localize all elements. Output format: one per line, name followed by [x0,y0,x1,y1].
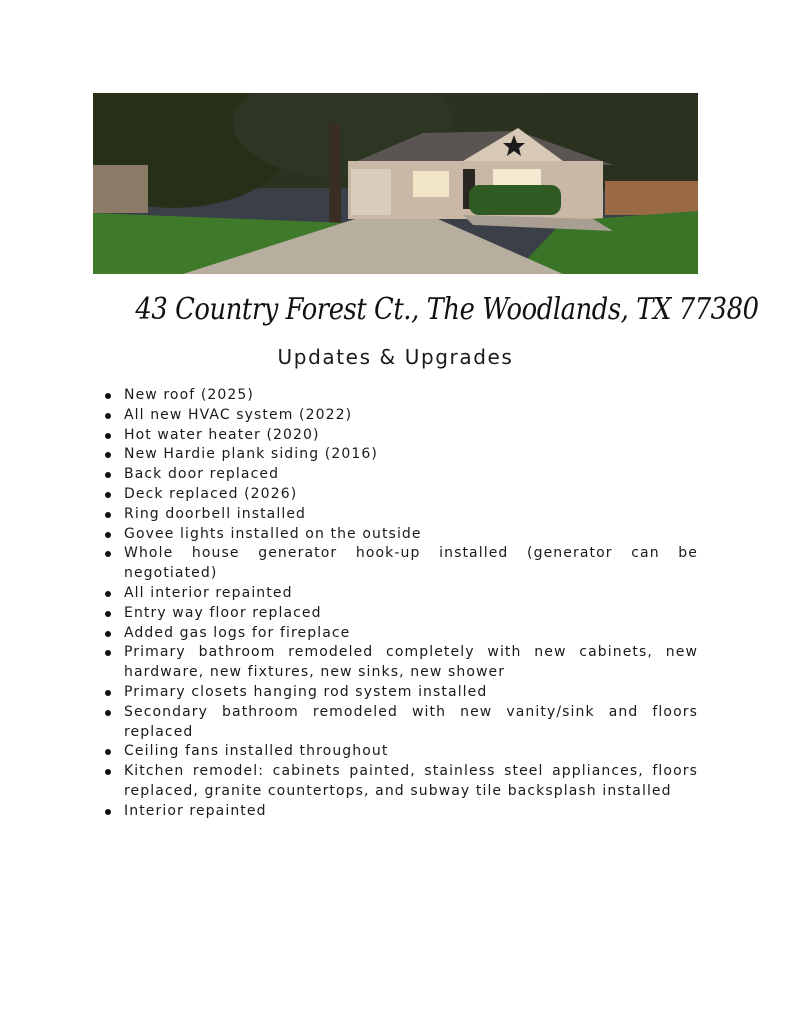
list-item-text: Back door replaced [124,466,280,483]
section-heading: Updates & Upgrades [277,345,514,369]
hedge [469,185,561,215]
list-item-text: Added gas logs for fireplace [124,624,351,641]
bullet-icon [105,631,111,637]
list-item-text: Kitchen remodel: cabinets painted, stainless steel appliances, floors replaced, granite countertops, and subway tile backsplash installed [124,763,698,799]
list-item-text: Govee lights installed on the outside [124,525,422,542]
list-item [99,406,698,426]
list-item [99,426,698,446]
list-item-text: Hot water heater (2020) [124,426,320,443]
list-item-text: Ceiling fans installed throughout [124,743,389,760]
bullet-icon [105,532,111,538]
bullet-icon [105,809,111,815]
bullet-icon [105,710,111,716]
list-item-text: Primary closets hanging rod system installed [124,683,488,700]
list-item [99,505,698,525]
bullet-icon [105,611,111,617]
list-item-text: Whole house generator hook-up installed (generator can be negotiated) [124,545,698,582]
list-item [99,703,698,743]
neighbor-house [93,165,148,213]
bullet-icon [105,551,111,557]
list-item [99,742,698,762]
tree-trunk [329,123,341,223]
garage-door [351,169,391,215]
list-item [99,584,698,604]
fence [605,181,698,215]
list-item-text: Interior repainted [124,802,267,819]
bullet-icon [105,492,111,498]
list-item-text: Ring doorbell installed [124,505,307,522]
list-item-text: New Hardie plank siding (2016) [124,446,378,463]
list-item [99,465,698,485]
bullet-icon [105,769,111,775]
bullet-icon [105,452,111,458]
list-item-text: Secondary bathroom remodeled with new vanity/sink and floors replaced [124,703,698,740]
list-item [99,762,698,802]
list-item [99,643,698,683]
list-item [99,525,698,545]
house-photo [93,93,698,274]
window-right [493,169,541,187]
list-item [99,544,698,584]
list-item [99,485,698,505]
list-item-text: Primary bathroom remodeled completely with new cabinets, new hardware, new fixtures, new sinks, new shower [124,644,698,681]
list-item [99,624,698,644]
list-item-text: New roof (2025) [124,387,254,403]
list-item-text: All new HVAC system (2022) [124,406,353,423]
list-item [99,604,698,624]
list-item [99,386,698,406]
bullet-icon [105,393,111,399]
list-item [99,445,698,465]
list-item-text: Entry way floor replaced [124,604,322,621]
property-address: 43 Country Forest Ct., The Woodlands, TX 77380 [135,292,759,327]
bullet-icon [105,472,111,478]
bullet-icon [105,749,111,755]
list-item-text: Deck replaced (2026) [124,485,298,502]
house-photo-illustration [93,93,698,274]
bullet-icon [105,512,111,518]
window-left [413,171,449,197]
bullet-icon [105,650,111,656]
list-item [99,802,698,822]
bullet-icon [105,690,111,696]
updates-list [99,386,698,822]
bullet-icon [105,591,111,597]
bullet-icon [105,433,111,439]
list-item-text: All interior repainted [124,584,293,601]
list-item [99,683,698,703]
bullet-icon [105,413,111,419]
